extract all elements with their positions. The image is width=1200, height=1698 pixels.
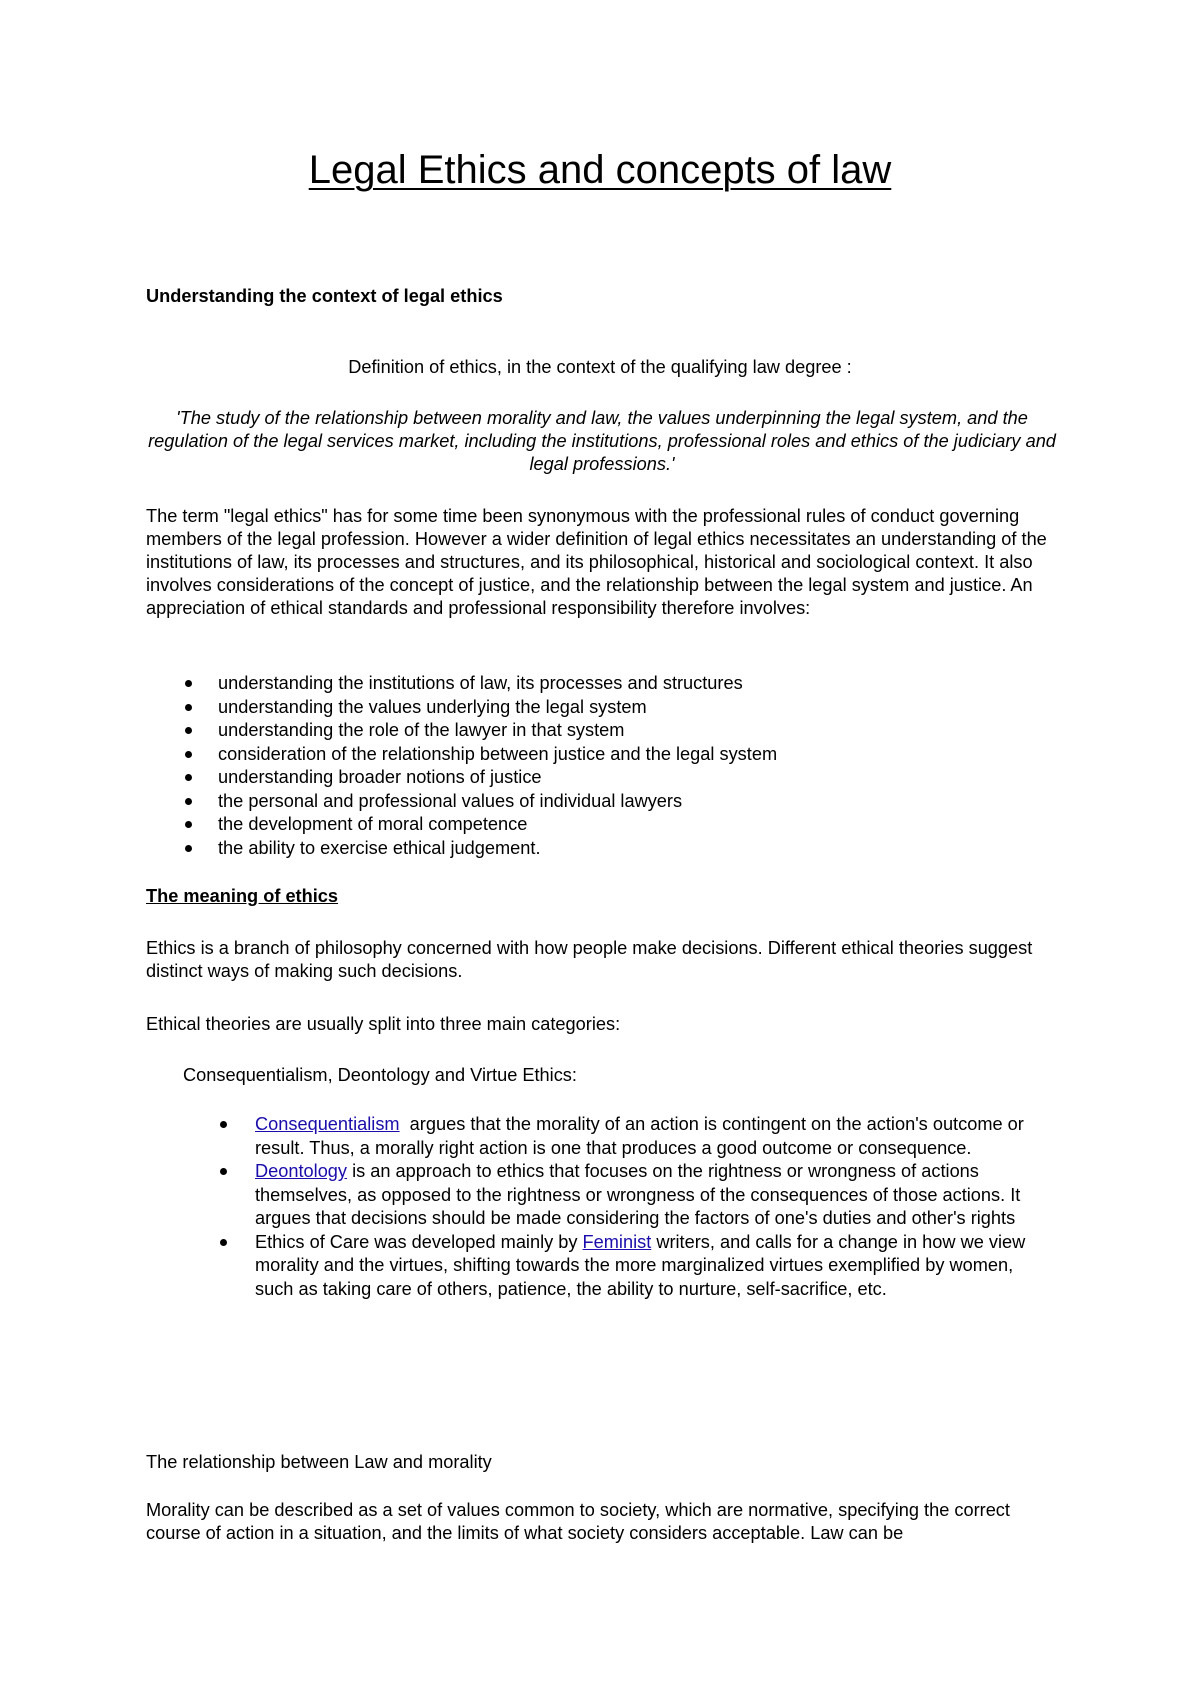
consequentialism-link[interactable]: Consequentialism bbox=[255, 1114, 400, 1134]
list-item bbox=[218, 813, 1058, 837]
bullet-icon bbox=[185, 704, 192, 711]
list-item-text: the personal and professional values of individual lawyers bbox=[218, 790, 683, 811]
list-item bbox=[218, 766, 1058, 790]
list-item bbox=[218, 696, 1058, 720]
paragraph-ethics-branch: Ethics is a branch of philosophy concerned with how people make decisions. Different ethical theories suggest distinct ways of making such decisions. bbox=[146, 938, 1033, 981]
list-item-text: argues that the morality of an action is contingent on the action's outcome or result. Thus, a morally right action is one that produces a good outcome or consequence. bbox=[255, 1114, 1029, 1158]
list-item-text: consideration of the relationship between justice and the legal system bbox=[218, 743, 778, 764]
list-item-text: understanding the institutions of law, its processes and structures bbox=[218, 673, 743, 693]
section-heading-law-morality: The relationship between Law and morality bbox=[146, 1452, 492, 1472]
paragraph-legal-ethics: The term "legal ethics" has for some time been synonymous with the professional rules of conduct governing members of the legal profession. However a wider definition of legal ethics necessitates an understanding of the institutions of law, its processes and structures, and its philosophical, historical and sociological context. It also involves considerations of the concept of justice, and the relationship between the legal system and justice. An appreciation of ethical standards and professional responsibility therefore involves: bbox=[146, 506, 1047, 618]
definition-intro: Definition of ethics, in the context of the qualifying law degree : bbox=[348, 357, 852, 377]
list-item bbox=[255, 1160, 1055, 1231]
deontology-link[interactable]: Deontology bbox=[255, 1161, 348, 1181]
bullet-icon bbox=[185, 751, 192, 758]
section-heading-meaning: The meaning of ethics bbox=[146, 886, 339, 906]
list-item-text: Ethics of Care was developed mainly by bbox=[255, 1231, 583, 1252]
list-item-text: understanding the values underlying the legal system bbox=[218, 696, 647, 717]
bullet-icon bbox=[185, 845, 192, 852]
list-item-text: understanding the role of the lawyer in that system bbox=[218, 720, 625, 740]
list-item bbox=[218, 672, 1058, 696]
list-item-text: the ability to exercise ethical judgement. bbox=[218, 837, 541, 858]
bullet-icon bbox=[185, 774, 192, 781]
ethics-involves-list bbox=[218, 672, 1058, 860]
ethical-theories-list bbox=[255, 1113, 1055, 1301]
list-item-text: the development of moral competence bbox=[218, 814, 528, 834]
list-item-text: writers, and calls for a change in how we view morality and the virtues, shifting towards the more marginalized virtues exemplified by women, such as taking care of others, patience, the ability to nurture, self-sacrifice, etc. bbox=[255, 1231, 1026, 1299]
bullet-icon bbox=[185, 680, 192, 687]
list-item bbox=[218, 719, 1058, 743]
list-item bbox=[255, 1113, 1055, 1160]
bullet-icon bbox=[220, 1239, 227, 1246]
section-heading-context: Understanding the context of legal ethics bbox=[146, 286, 503, 306]
list-item-text: understanding broader notions of justice bbox=[218, 767, 542, 787]
feminist-link[interactable]: Feminist bbox=[582, 1231, 652, 1252]
list-item bbox=[255, 1231, 1055, 1302]
list-item bbox=[218, 790, 1058, 814]
bullet-icon bbox=[185, 798, 192, 805]
bullet-icon bbox=[185, 727, 192, 734]
bullet-icon bbox=[220, 1168, 227, 1175]
definition-quote: 'The study of the relationship between morality and law, the values underpinning the legal system, and the regulation of the legal services market, including the institutions, professional roles and ethics of the judiciary and legal professions.' bbox=[148, 408, 1056, 474]
list-item bbox=[218, 837, 1058, 861]
list-item-text: is an approach to ethics that focuses on the rightness or wrongness of actions themselves, as opposed to the rightness or wrongness of the consequences of those actions. It argues that decisions should be made considering the factors of one's duties and other's rights bbox=[255, 1161, 1021, 1228]
paragraph-categories: Ethical theories are usually split into three main categories: bbox=[146, 1014, 621, 1034]
bullet-icon bbox=[185, 821, 192, 828]
bullet-icon bbox=[220, 1121, 227, 1128]
document-title: Legal Ethics and concepts of law bbox=[308, 148, 892, 192]
list-item bbox=[218, 743, 1058, 767]
categories-line: Consequentialism, Deontology and Virtue Ethics: bbox=[183, 1065, 577, 1085]
paragraph-morality: Morality can be described as a set of values common to society, which are normative, specifying the correct course of action in a situation, and the limits of what society considers acceptable. Law can be bbox=[146, 1500, 1010, 1543]
